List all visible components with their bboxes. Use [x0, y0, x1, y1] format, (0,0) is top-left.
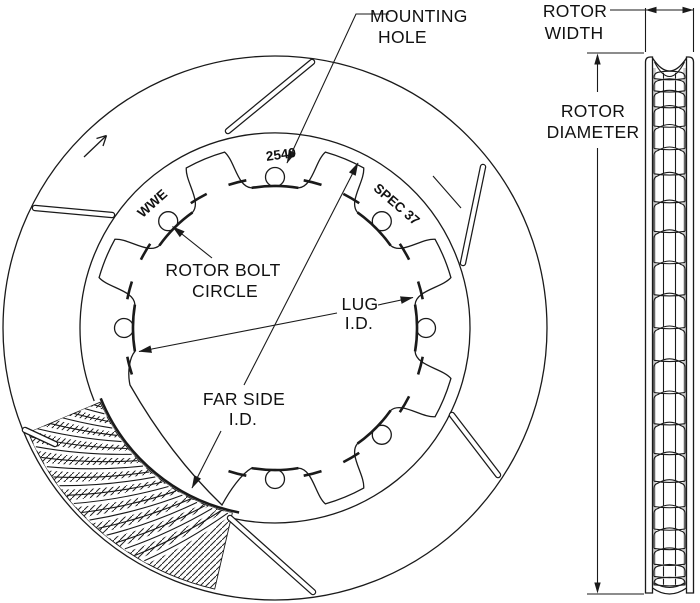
lug-inner-arc	[358, 212, 391, 245]
mounting-holes	[115, 168, 436, 489]
brand-stamp: WWE	[134, 186, 171, 221]
mounting-hole	[372, 212, 391, 231]
spec-stamp: SPEC 37	[370, 180, 423, 229]
width-extension-lines	[646, 8, 694, 52]
rotation-direction-arrow-icon	[84, 136, 107, 158]
vane-cell	[654, 548, 685, 566]
rotor-slot-inner	[230, 518, 313, 592]
top-rim-arc-inner	[655, 62, 685, 77]
section-edge-line	[433, 176, 461, 208]
mounting-hole	[115, 319, 134, 338]
width-arrow-left	[646, 7, 657, 13]
diameter-arrow-down	[594, 583, 600, 594]
vane-cell	[654, 261, 685, 296]
vane-cell	[654, 452, 685, 483]
rotor-plate-right	[687, 57, 694, 593]
vane-cell	[654, 147, 685, 175]
vane-channels	[12, 372, 228, 561]
mounting-hole	[372, 425, 391, 444]
vane-cell	[654, 505, 685, 530]
mounting-hole-label-line2: HOLE	[378, 27, 427, 47]
hole-edge-marks	[127, 180, 422, 475]
far-side-id-label-line2: I.D.	[228, 409, 258, 429]
rotor-width-label-line1: ROTOR	[542, 1, 608, 21]
mounting-hole	[417, 319, 436, 338]
vane-channel	[14, 382, 105, 414]
vane-cell	[654, 391, 685, 425]
rotor-bolt-circle-label-line1: ROTOR BOLT	[165, 260, 281, 280]
vane-cell	[654, 200, 685, 232]
vane-cell	[654, 172, 685, 203]
rotor-bolt-circle-label-line2: CIRCLE	[192, 281, 258, 301]
bottom-rim-arc-inner	[655, 583, 685, 588]
vane-cell	[654, 125, 685, 150]
far-side-id-dim-lower	[192, 431, 221, 488]
vane-cell	[654, 564, 685, 577]
diameter-arrow-up	[594, 54, 600, 65]
rotor-outer-diameter-circle	[3, 56, 547, 600]
rotor-plate-left	[646, 57, 653, 593]
mounting-hole-label-line1: MOUNTING	[370, 6, 468, 26]
rotor-front-view	[3, 6, 547, 600]
far-side-id-label-line1: FAR SIDE	[202, 389, 286, 409]
lug-inner-arc	[358, 411, 391, 444]
top-rim-arc-outer	[653, 58, 687, 71]
vane-cell	[654, 422, 685, 454]
vane-cell	[654, 293, 685, 329]
lug-id-label-line1: LUG	[341, 294, 379, 314]
rotor-slot-inner	[228, 62, 312, 131]
vane-cell	[654, 359, 685, 394]
mounting-hole	[266, 470, 285, 489]
vane-cell	[654, 480, 685, 508]
vane-cell	[654, 230, 685, 264]
lug-id-dim-right	[378, 298, 413, 306]
rotor-width-label-line2: WIDTH	[544, 23, 604, 43]
rotor-slot-inner	[452, 415, 498, 475]
rotor-diameter-label-line1: ROTOR	[560, 101, 626, 121]
part-number-stamp: 2540	[265, 144, 297, 165]
mounting-hole	[266, 168, 285, 187]
rotor-slot-inner	[463, 167, 483, 263]
rotor-cross-section	[543, 1, 694, 594]
mounting-hole-leader	[287, 14, 389, 163]
vane-cells	[654, 71, 685, 586]
vane-cell	[654, 326, 685, 362]
lug-id-dim-left	[139, 313, 337, 352]
width-arrow-right	[683, 7, 694, 13]
bottom-rim-arc-outer	[653, 588, 687, 594]
vane-cell	[654, 528, 685, 550]
lug-id-label-line2: I.D.	[344, 313, 374, 333]
vane-edge-line	[12, 372, 102, 407]
rotor-diameter-label-line2: DIAMETER	[546, 122, 640, 142]
rotor-bolt-circle-leader	[173, 227, 213, 259]
